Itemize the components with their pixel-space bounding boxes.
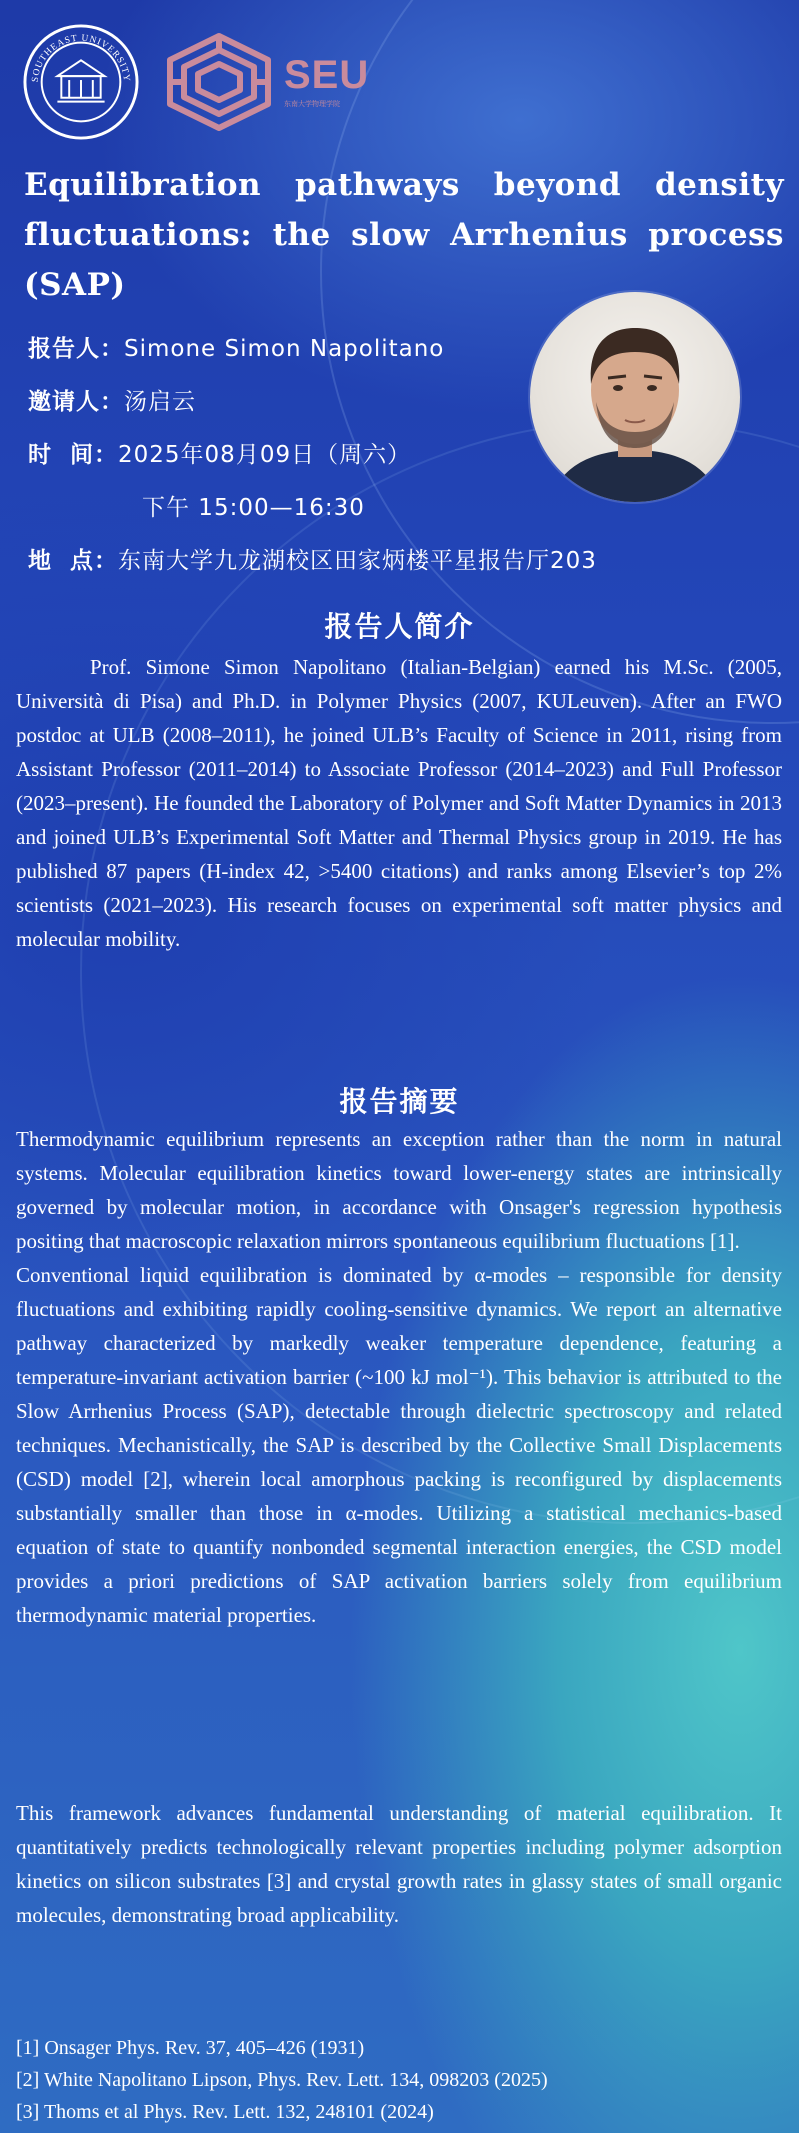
host-label: 邀请人： [28,389,124,415]
talk-place: 东南大学九龙湖校区田家炳楼平星报告厅203 [118,548,597,574]
reference-item: [2] White Napolitano Lipson, Phys. Rev. Lett. 134, 098203 (2025) [16,2069,548,2091]
time-line [28,436,411,469]
speaker-photo [530,292,740,502]
abstract-heading: 报告摘要 [339,1085,460,1118]
seu-wordmark [284,55,369,109]
seu-wordmark-text: SEU [284,53,370,97]
seu-wordmark-subtext: 东南大学物理学院 [284,101,340,108]
reference-item: [1] Onsager Phys. Rev. 37, 405–426 (1931) [16,2037,365,2059]
logo-bar [22,22,369,142]
speaker-portrait-icon [530,292,740,502]
bio-text: Prof. Simone Simon Napolitano (Italian-Belgian) earned his M.Sc. (2005, Università di Pisa) and Ph.D. in Polymer Physics (2007, KULeuven). After an FWO postdoc at ULB (2008–2011), he joined ULB’s Faculty of Science in 2011, rising from Assistant Professor (2011–2014) to Associate Professor (2014–2023) and Full Professor (2023–present). He founded the Laboratory of Polymer and Soft Matter Dynamics in 2013 and joined ULB’s Experimental Soft Matter and Thermal Physics group in 2019. He has published 87 papers (H-index 42, >5400 citations) and ranks among Elsevier’s top 2% scientists (2021–2023). His research focuses on experimental soft matter physics and molecular mobility. [16,655,782,951]
time-label: 时 间： [28,442,119,468]
reference-list [16,2032,782,2128]
host-name: 汤启云 [124,389,196,415]
place-line [28,542,597,575]
speaker-name: Simone Simon Napolitano [124,336,445,362]
bio-heading: 报告人简介 [324,610,475,643]
speaker-line [28,330,444,363]
talk-date: 2025年08月09日（周六） [118,442,412,468]
speaker-label: 报告人： [28,336,124,362]
reference-item: [3] Thoms et al Phys. Rev. Lett. 132, 248101 (2024) [16,2101,434,2123]
svg-text:SOUTHEAST UNIVERSITY: SOUTHEAST UNIVERSITY [30,33,132,83]
host-line [28,383,196,416]
talk-title: Equilibration pathways beyond density fluctuations: the slow Arrhenius process (SAP) [24,167,784,303]
seu-maze-logo-icon [164,30,274,135]
place-label: 地 点： [28,548,119,574]
talk-time: 下午 15:00—16:30 [142,495,365,521]
abstract-paragraph: This framework advances fundamental understanding of material equilibration. It quantitatively predicts technologically relevant properties including polymer adsorption kinetics on silicon substrates [3] and crystal growth rates in glassy states of small organic molecules, demonstrating broad applicability. [16,1801,782,1927]
university-seal-icon [22,23,140,141]
abstract-paragraph: Conventional liquid equilibration is dominated by α-modes – responsible for density fluctuations and exhibiting rapidly cooling-sensitive dynamics. We report an alternative pathway characterized by markedly weaker temperature dependence, featuring a temperature-invariant activation barrier (~100 kJ mol⁻¹). This behavior is attributed to the Slow Arrhenius Process (SAP), detectable through dielectric spectroscopy and related techniques. Mechanistically, the SAP is described by the Collective Small Displacements (CSD) model [2], wherein local amorphous packing is reconfigured by displacements substantially smaller than those in α-modes. Utilizing a statistical mechanics-based equation of state to quantify nonbonded segmental interaction energies, the CSD model provides a priori predictions of SAP activation barriers solely from equilibrium thermodynamic material properties. [16,1263,782,1627]
abstract-paragraph: Thermodynamic equilibrium represents an exception rather than the norm in natural systems. Molecular equilibration kinetics toward lower-energy states are intrinsically governed by molecular motion, in accordance with Onsager's regression hypothesis positing that macroscopic relaxation mirrors spontaneous equilibrium fluctuations [1]. [16,1127,782,1253]
